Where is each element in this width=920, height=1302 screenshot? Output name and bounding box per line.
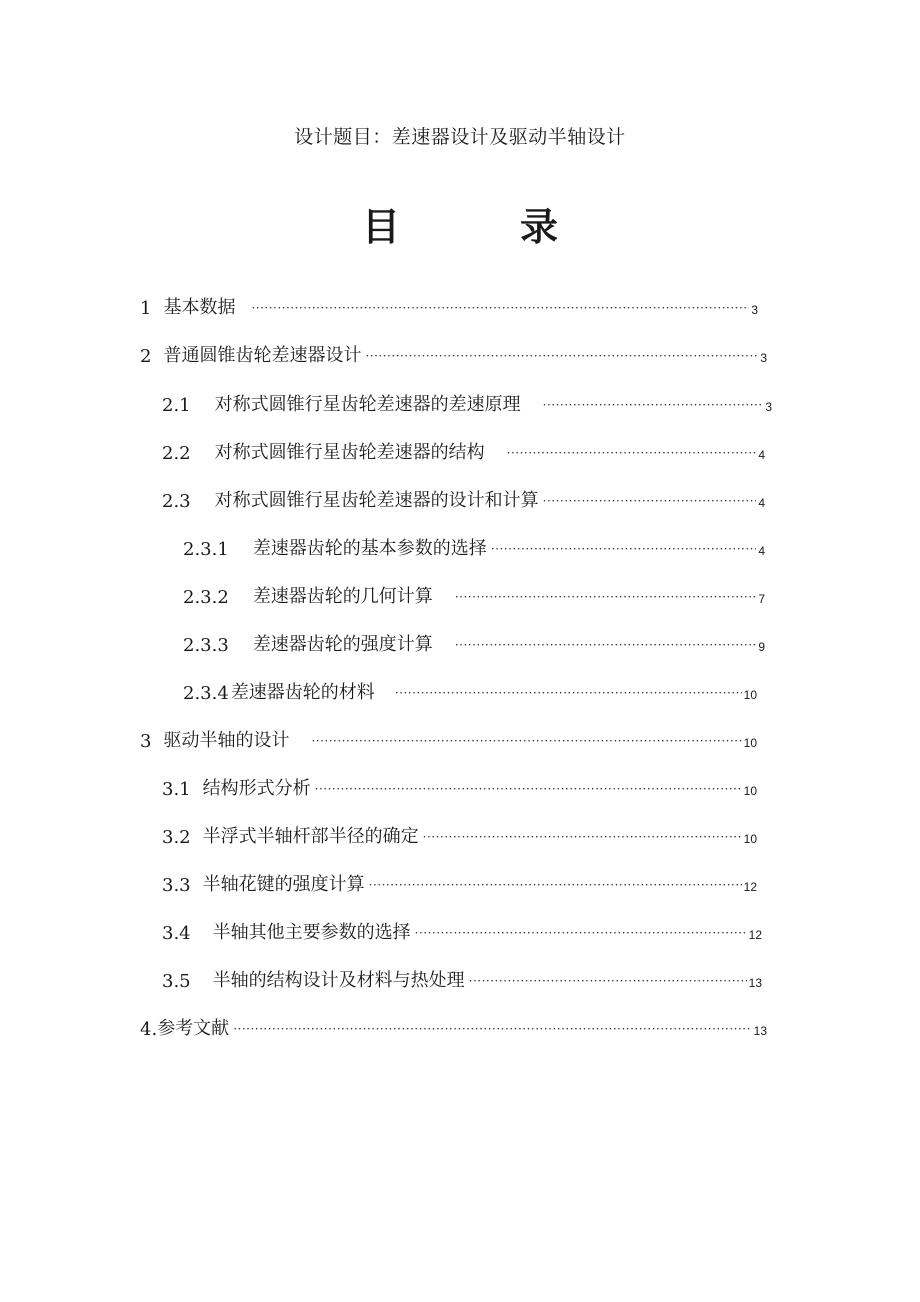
toc-entry-label: 驱动半轴的设计 — [163, 730, 290, 751]
toc-entry-page: 13 — [753, 1024, 767, 1038]
toc-entry-number: 3.2 — [162, 827, 191, 848]
toc-entry-2-1[interactable] — [162, 388, 772, 416]
toc-entry-page: 3 — [751, 303, 758, 317]
toc-entry-label: 对称式圆锥行星齿轮差速器的结构 — [214, 442, 485, 463]
leader-dots — [543, 398, 764, 416]
toc-entry-page: 12 — [743, 880, 757, 894]
toc-entry-page: 10 — [743, 736, 757, 750]
toc-heading-char-1: 目 — [361, 205, 400, 249]
toc-entry-2[interactable] — [140, 339, 767, 367]
toc-entry-page: 10 — [743, 832, 757, 846]
toc-entry-number: 2.1 — [162, 395, 191, 416]
leader-dots — [315, 782, 742, 800]
toc-entry-label: 参考文献 — [157, 1018, 230, 1039]
toc-entry-3-5[interactable] — [162, 964, 762, 992]
leader-dots — [455, 638, 757, 656]
leader-dots — [233, 1022, 751, 1040]
toc-entry-page: 3 — [760, 351, 767, 365]
leader-dots — [423, 830, 742, 848]
toc-entry-2-3-4[interactable] — [183, 676, 757, 704]
toc-entry-3-3[interactable] — [162, 868, 757, 896]
toc-entry-1[interactable] — [140, 291, 758, 319]
toc-entry-label: 半轴花键的强度计算 — [202, 874, 365, 895]
toc-entry-number: 3.1 — [162, 779, 191, 800]
toc-entry-label: 差速器齿轮的材料 — [230, 682, 375, 703]
toc-entry-page: 4 — [758, 544, 765, 558]
toc-entry-3-1[interactable] — [162, 772, 757, 800]
toc-entry-2-2[interactable] — [162, 436, 765, 464]
toc-entry-number: 2.3 — [162, 491, 191, 512]
leader-dots — [251, 301, 749, 319]
leader-dots — [469, 974, 747, 992]
toc-entry-label: 半轴其他主要参数的选择 — [212, 922, 411, 943]
toc-entry-number: 2.3.3 — [183, 635, 229, 656]
toc-entry-page: 9 — [758, 640, 765, 654]
toc-entry-label: 普通圆锥齿轮差速器设计 — [163, 345, 362, 366]
toc-entry-2-3-3[interactable] — [183, 628, 765, 656]
leader-dots — [369, 878, 742, 896]
toc-entry-label: 差速器齿轮的强度计算 — [252, 634, 433, 655]
toc-entry-number: 3.3 — [162, 875, 191, 896]
toc-entry-page: 4 — [758, 496, 765, 510]
toc-entry-label: 半轴的结构设计及材料与热处理 — [212, 970, 465, 991]
toc-entry-number: 4. — [140, 1019, 158, 1040]
toc-entry-number: 2 — [140, 346, 152, 367]
toc-entry-number: 3 — [140, 731, 152, 752]
toc-entry-3[interactable] — [140, 724, 757, 752]
leader-dots — [507, 446, 757, 464]
toc-entry-2-3-2[interactable] — [183, 580, 765, 608]
toc-entry-2-3-1[interactable] — [183, 532, 765, 560]
toc-entry-label: 半浮式半轴杆部半径的确定 — [202, 826, 419, 847]
toc-entry-number: 2.3.1 — [183, 539, 229, 560]
toc-heading-char-2: 录 — [520, 205, 559, 249]
toc-entry-2-3[interactable] — [162, 484, 765, 512]
toc-entry-number: 3.5 — [162, 971, 191, 992]
toc-entry-3-2[interactable] — [162, 820, 757, 848]
leader-dots — [543, 494, 757, 512]
leader-dots — [455, 590, 757, 608]
toc-entry-label: 对称式圆锥行星齿轮差速器的设计和计算 — [214, 490, 539, 511]
toc-entry-3-4[interactable] — [162, 916, 762, 944]
toc-entry-page: 13 — [748, 976, 762, 990]
toc-entry-page: 10 — [743, 688, 757, 702]
toc-heading — [0, 196, 920, 251]
leader-dots — [395, 686, 742, 704]
toc-entry-label: 差速器齿轮的基本参数的选择 — [252, 538, 487, 559]
design-topic: 设计题目：差速器设计及驱动半轴设计 — [294, 126, 626, 148]
toc-entry-label: 基本数据 — [163, 297, 236, 318]
toc-entry-label: 差速器齿轮的几何计算 — [252, 586, 433, 607]
toc-entry-number: 2.3.2 — [183, 587, 229, 608]
toc-entry-number: 3.4 — [162, 923, 191, 944]
leader-dots — [491, 542, 757, 560]
leader-dots — [311, 734, 741, 752]
leader-dots — [365, 349, 758, 367]
toc-entry-page: 10 — [743, 784, 757, 798]
toc-entry-page: 12 — [748, 928, 762, 942]
toc-entry-label: 对称式圆锥行星齿轮差速器的差速原理 — [214, 394, 521, 415]
toc-entry-page: 4 — [758, 448, 765, 462]
toc-entry-number: 2.3.4 — [183, 683, 229, 704]
toc-entry-number: 2.2 — [162, 443, 191, 464]
toc-entry-label: 结构形式分析 — [202, 778, 311, 799]
toc-entry-page: 3 — [765, 400, 772, 414]
toc-entry-page: 7 — [758, 592, 765, 606]
leader-dots — [415, 926, 747, 944]
toc-entry-4[interactable] — [140, 1012, 767, 1040]
toc-entry-number: 1 — [140, 298, 152, 319]
